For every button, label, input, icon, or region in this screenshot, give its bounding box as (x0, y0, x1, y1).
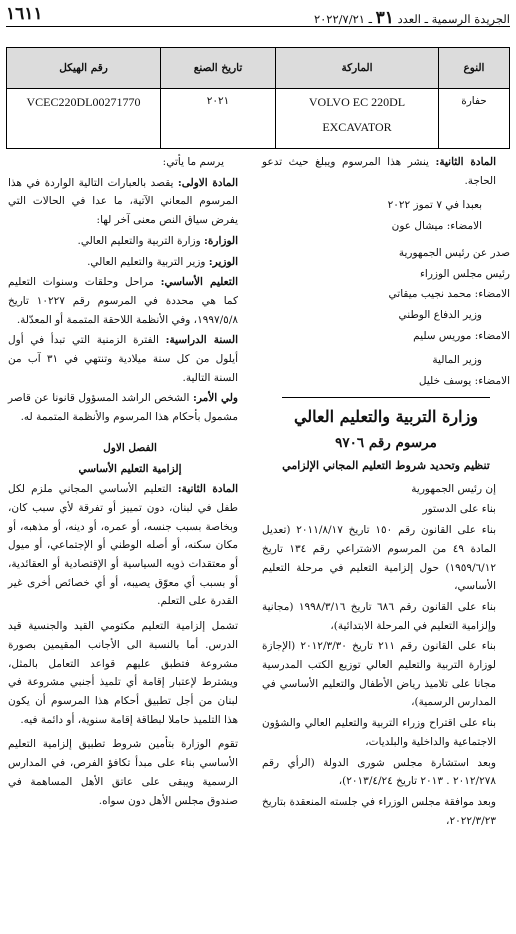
definition-text: الشخص الراشد المسؤول قانونا عن قاصر مشمول بأحكام هذا المرسوم والأنظمة المتممة له. (8, 392, 238, 424)
article-text: ينشر هذا المرسوم ويبلغ حيث تدعو الحاجة. (262, 156, 496, 187)
col-header-year: تاريخ الصنع (161, 48, 276, 89)
left-column (8, 153, 252, 812)
preamble-item: بناء على اقتراح وزراء التربية والتعليم العالي والشؤون الاجتماعية والداخلية والبلديات، (262, 717, 496, 748)
page-number: ١٦١١ (6, 4, 43, 24)
paragraph: تشمل إلزامية التعليم مكتومي القيد والجنسية قيد الدرس. أما بالنسبة الى الأجانب المقيمين بصورة مشروعة فتطبق عليهم قواعد التعامل بالمثل، ويشترط لإعتبار إقامة أي تلميذ أجنبي مشروعة في لبنان من أجل تطبيق أحكام هذا المرسوم أن يكون هذا التلميذ حاملا لبطاقة إقامة سنوية، أو دائمة فيه. (8, 620, 238, 726)
table-row (7, 89, 510, 149)
definition-text: مراحل وحلقات وسنوات التعليم كما هي محددة في المرسوم رقم ١٠٢٢٧ تاريخ ١٩٩٧/٥/٨، وفي الأنظمة اللاحقة المتممة أو المعدّلة. (8, 276, 239, 326)
paragraph: تقوم الوزارة بتأمين شروط تطبيق إلزامية التعليم الأساسي بناء على مبدأ تكافؤ الفرص، في المدارس الرسمية ويبقى على عاتق الأهل المساهمة في صندوق مجلس الأهل دون سواه. (8, 738, 238, 807)
definition-term: السنة الدراسية: (165, 334, 238, 347)
vehicle-table (6, 47, 510, 149)
definition-guardian (8, 389, 252, 426)
definition-term: الوزير: (208, 255, 238, 268)
cell-chassis: VCEC220DL00271770 (7, 89, 161, 149)
signature-finance: الامضاء: يوسف خليل (418, 375, 510, 388)
signature-pm: الامضاء: محمد نجيب ميقاتي (388, 288, 510, 301)
article-text: التعليم الأساسي المجاني ملزم لكل طفل في لبنان، دون تمييز أو تفرقة لأي سبب كان، وبخاصة بسبب جنسه، أو عمره، أو دينه، أو مذهبه، أو مكان سكنه، أو أصله الوطني أو الإجتماعي، أو ميول أو معتقدات ذويه السياسية أو الإقتصادية أو العقائدية، أو بسبب أي معوّق يصيبه، أو أي خصائص أخرى غير القدرة على التعلم. (8, 483, 238, 608)
gazette-name: الجريدة الرسمية ـ العدد (397, 12, 510, 26)
chapter-subtitle: إلزامية التعليم الأساسي (78, 462, 182, 475)
beirut-date: بعبدا في ٧ تموز ٢٠٢٢ (387, 199, 482, 212)
make-line-1: VOLVO EC 220DL (308, 95, 406, 109)
preamble-item: وبعد موافقة مجلس الوزراء في جلسته المنعقدة بتاريخ ٢٠٢٢/٣/٢٣، (262, 795, 496, 827)
preamble-president: إن رئيس الجمهورية (411, 482, 496, 495)
decree-title: مرسوم رقم ٩٧٠٦ (335, 434, 437, 451)
cell-year: ٢٠٢١ (161, 89, 276, 149)
article-text: يقصد بالعبارات التالية الواردة في هذا المرسوم المعاني الآتية، ما عدا في الحالات التي يفرض سياق النص معنى آخر لها: (8, 176, 238, 227)
definition-text: وزارة التربية والتعليم العالي. (77, 234, 205, 247)
article-label: المادة الثانية: (435, 156, 496, 168)
preamble-item: بناء على القانون رقم ١٥٠ تاريخ ٢٠١١/٨/١٧ (تعديل المادة ٤٩ من المرسوم الاشتراعي رقم ١٣٤ تاريخ ١٩٥٩/٦/١٢) حول إلزامية التعليم في مرحلة التعليم الأساسي، (262, 524, 497, 593)
definition-ministry (8, 232, 252, 251)
decree-subject: تنظيم وتحديد شروط التعليم المجاني الإلزامي (282, 458, 490, 472)
col-header-chassis: رقم الهيكل (7, 48, 161, 89)
page-header (6, 4, 510, 27)
chapter-title: الفصل الاول (103, 441, 157, 454)
make-line-2: EXCAVATOR (322, 120, 392, 134)
col-header-type: النوع (439, 48, 510, 89)
preamble-item: بناء على القانون رقم ٢١١ تاريخ ٢٠١٢/٣/٣٠ (الإجازة لوزارة التربية والتعليم العالي توزيع الكتب المدرسية مجانا على تلاميذ رياض الأطفال والتعليم الأساسي في المدارس الرسمية)، (262, 640, 496, 709)
preamble-item: بناء على القانون رقم ٦٨٦ تاريخ ١٩٩٨/٣/١٦ (مجانية وإلزامية التعليم في المرحلة الابتدائية)، (262, 600, 496, 632)
preamble-item: وبعد استشارة مجلس شورى الدولة (الرأي رقم ٢٠١٢/٢٧٨ . ٢٠١٣ تاريخ ٢٠١٣/٤/٢٤)، (262, 756, 496, 788)
article-1 (8, 174, 252, 230)
defense-title: وزير الدفاع الوطني (398, 308, 482, 321)
table-header-row (7, 48, 510, 89)
article-label: المادة الاولى: (177, 176, 238, 189)
definition-text: الفترة الزمنية التي تبدأ في أول أيلول من كل سنة ميلادية وتنتهي في ٣١ آب من السنة التالية. (8, 334, 238, 384)
definition-text: وزير التربية والتعليم العالي. (87, 255, 209, 268)
ministry-title: وزارة التربية والتعليم العالي (293, 406, 479, 426)
right-column (262, 153, 510, 832)
definition-minister (8, 253, 252, 272)
article-label: المادة الثانية: (177, 483, 238, 496)
definition-school-year (8, 331, 252, 387)
issue-date: ـ ٢٠٢٢/٧/٢١ (313, 12, 372, 26)
definition-term: ولي الأمر: (192, 392, 238, 405)
decrees-intro: يرسم ما يأتي: (162, 156, 224, 168)
finance-title: وزير المالية (432, 354, 482, 367)
definition-term: التعليم الأساسي: (160, 276, 239, 289)
divider (282, 397, 490, 398)
issue-number: ٣١ (375, 8, 394, 28)
cell-make (276, 89, 439, 149)
issued-by: صدر عن رئيس الجمهورية (398, 246, 510, 259)
definition-term: الوزارة: (204, 234, 238, 247)
article-2 (8, 480, 252, 611)
cell-type: حفارة (439, 89, 510, 149)
pm-title: رئيس مجلس الوزراء (419, 267, 510, 280)
signature-defense: الامضاء: موريس سليم (413, 329, 510, 342)
preamble-constitution: بناء على الدستور (422, 503, 496, 516)
definition-basic-education (8, 273, 252, 329)
gazette-title (314, 8, 510, 28)
article-2-publish (262, 153, 510, 190)
signature-president: الامضاء: ميشال عون (391, 220, 482, 233)
col-header-make: الماركة (276, 48, 439, 89)
